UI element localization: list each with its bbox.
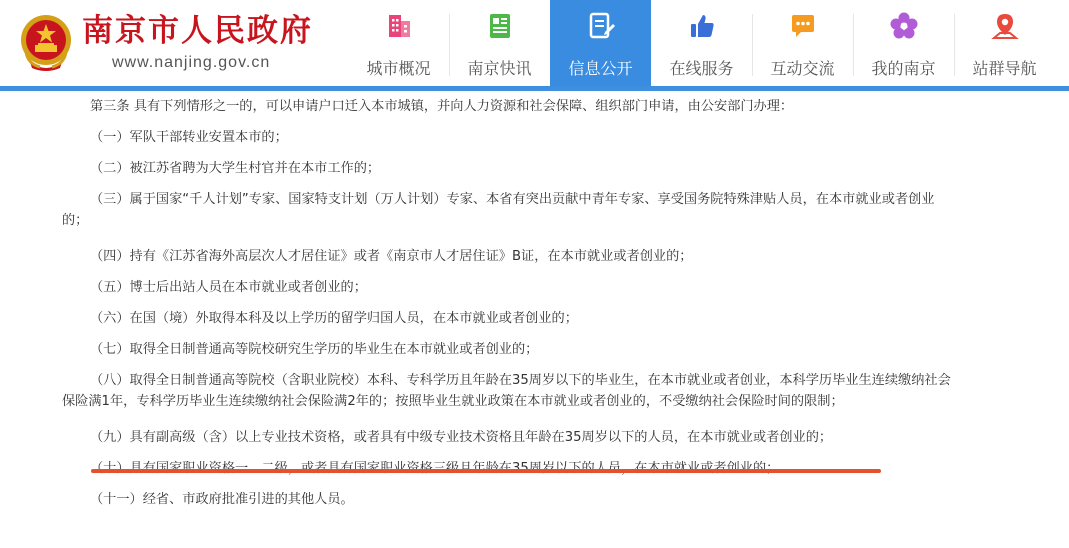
site-header xyxy=(0,0,1069,86)
nav-label: 站群导航 xyxy=(972,59,1037,78)
map-pin-icon xyxy=(990,11,1020,41)
nav-label: 我的南京 xyxy=(871,59,936,78)
nav-item-site-navigation[interactable] xyxy=(954,0,1055,86)
nav-item-online-service[interactable] xyxy=(651,0,752,86)
nav-item-nanjing-news[interactable] xyxy=(449,0,550,86)
list-item: （十一）经省、市政府批准引进的其他人员。 xyxy=(90,492,354,507)
nav-label: 在线服务 xyxy=(669,59,734,78)
plum-blossom-icon xyxy=(889,11,919,41)
nav-label: 南京快讯 xyxy=(467,59,532,78)
nav-item-interaction[interactable] xyxy=(752,0,853,86)
list-item: （七）取得全日制普通高等院校研究生学历的毕业生在本市就业或者创业的； xyxy=(90,342,539,357)
nav-label: 信息公开 xyxy=(568,59,633,78)
nav-label: 城市概况 xyxy=(366,59,431,78)
list-item: （五）博士后出站人员在本市就业或者创业的； xyxy=(90,280,367,295)
main-nav xyxy=(348,0,1055,86)
list-item-highlighted: （九）具有副高级（含）以上专业技术资格，或者具有中级专业技术资格且年龄在35周岁以下的人员，在本市就业或者创业的； xyxy=(90,430,833,445)
list-item: （三）属于国家“千人计划”专家、国家特支计划（万人计划）专家、本省有突出贡献中青年专家、享受国务院特殊津贴人员，在本市就业或者创业 xyxy=(90,192,935,207)
list-item: （六）在国（境）外取得本科及以上学历的留学归国人员，在本市就业或者创业的； xyxy=(90,311,578,326)
list-item: （二）被江苏省聘为大学生村官并在本市工作的； xyxy=(90,161,381,176)
buildings-icon xyxy=(384,11,414,41)
article-intro: 第三条 具有下列情形之一的，可以申请户口迁入本市城镇，并向人力资源和社会保障、组织部门申请，由公安部门办理： xyxy=(90,99,794,114)
chat-bubble-icon xyxy=(788,11,818,41)
list-item: （四）持有《江苏省海外高层次人才居住证》或者《南京市人才居住证》B证，在本市就业或者创业的； xyxy=(90,249,693,264)
nav-label: 互动交流 xyxy=(770,59,835,78)
site-url[interactable]: www.nanjing.gov.cn xyxy=(112,54,271,71)
list-item: （八）取得全日制普通高等院校（含职业院校）本科、专科学历且年龄在35周岁以下的毕业生，在本市就业或者创业，本科学历毕业生连续缴纳社会 xyxy=(90,373,951,388)
nav-item-city-overview[interactable] xyxy=(348,0,449,86)
news-icon xyxy=(485,11,515,41)
article-body xyxy=(62,91,1012,515)
national-emblem-icon xyxy=(20,12,72,72)
nav-item-my-nanjing[interactable] xyxy=(853,0,954,86)
list-item-continuation: 保险满1年，专科学历毕业生连续缴纳社会保险满2年的；按照毕业生就业政策在本市就业或者创业的，不受缴纳社会保险时间的限制； xyxy=(62,394,844,409)
nav-item-info-disclosure[interactable] xyxy=(550,0,651,86)
highlight-underline xyxy=(91,469,881,473)
list-item: （一）军队干部转业安置本市的； xyxy=(90,130,288,145)
document-edit-icon xyxy=(586,11,616,41)
thumbs-up-icon xyxy=(687,11,717,41)
site-title[interactable]: 南京市人民政府 xyxy=(82,13,313,49)
list-item-continuation: 的； xyxy=(62,213,89,228)
